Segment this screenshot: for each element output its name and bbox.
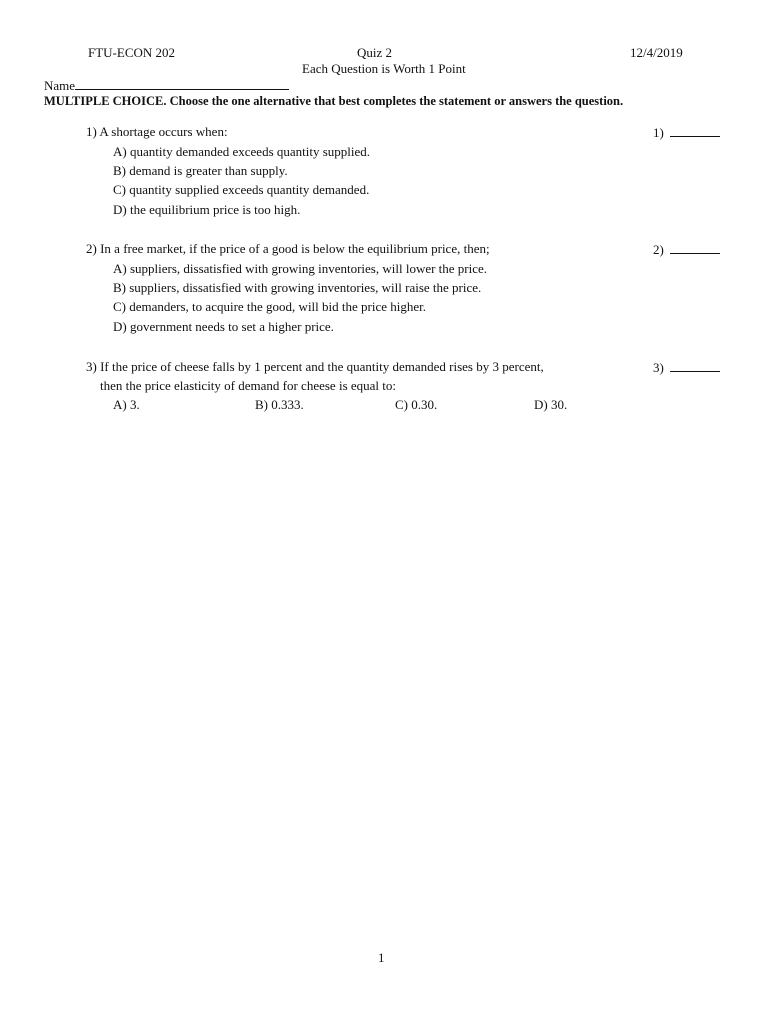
quiz-title: Quiz 2	[357, 45, 393, 60]
answer-blank[interactable]	[670, 359, 720, 372]
question-1	[86, 124, 228, 140]
option-2c: C) demanders, to acquire the good, will bid the price higher.	[113, 299, 426, 314]
page-number: 1	[378, 950, 385, 965]
option-3c: C) 0.30.	[395, 397, 438, 412]
question-number: 1)	[86, 124, 97, 139]
option-2a: A) suppliers, dissatisfied with growing inventories, will lower the price.	[113, 261, 488, 276]
option-1c: C) quantity supplied exceeds quantity demanded.	[113, 182, 370, 197]
answer-blank[interactable]	[670, 124, 720, 137]
question-text: A shortage occurs when:	[99, 124, 228, 139]
option-3b: B) 0.333.	[255, 397, 304, 412]
quiz-date: 12/4/2019	[630, 45, 683, 60]
answer-slot-3	[653, 359, 720, 376]
answer-slot-1	[653, 124, 720, 141]
question-text: In a free market, if the price of a good is below the equilibrium price, then;	[100, 241, 490, 256]
name-line	[44, 77, 289, 94]
answer-blank[interactable]	[670, 241, 720, 254]
answer-slot-2	[653, 241, 720, 258]
name-label: Name	[44, 78, 76, 93]
option-1a: A) quantity demanded exceeds quantity supplied.	[113, 144, 371, 159]
answer-number: 2)	[653, 242, 664, 257]
option-2d: D) government needs to set a higher price.	[113, 319, 334, 334]
answer-number: 1)	[653, 125, 664, 140]
quiz-subtitle: Each Question is Worth 1 Point	[302, 61, 466, 76]
question-number: 2)	[86, 241, 97, 256]
option-2b: B) suppliers, dissatisfied with growing inventories, will raise the price.	[113, 280, 482, 295]
question-text: If the price of cheese falls by 1 percent and the quantity demanded rises by 3 percent,	[100, 359, 544, 374]
option-1b: B) demand is greater than supply.	[113, 163, 288, 178]
question-3-continued: then the price elasticity of demand for cheese is equal to:	[100, 378, 396, 393]
answer-number: 3)	[653, 360, 664, 375]
name-field[interactable]	[75, 77, 289, 90]
option-1d: D) the equilibrium price is too high.	[113, 202, 301, 217]
question-2	[86, 241, 490, 257]
course-code: FTU-ECON 202	[88, 45, 176, 60]
question-3	[86, 359, 544, 375]
option-3d: D) 30.	[534, 397, 568, 412]
option-3a: A) 3.	[113, 397, 140, 412]
question-number: 3)	[86, 359, 97, 374]
instructions: MULTIPLE CHOICE. Choose the one alternative that best completes the statement or answers the question.	[44, 94, 624, 108]
